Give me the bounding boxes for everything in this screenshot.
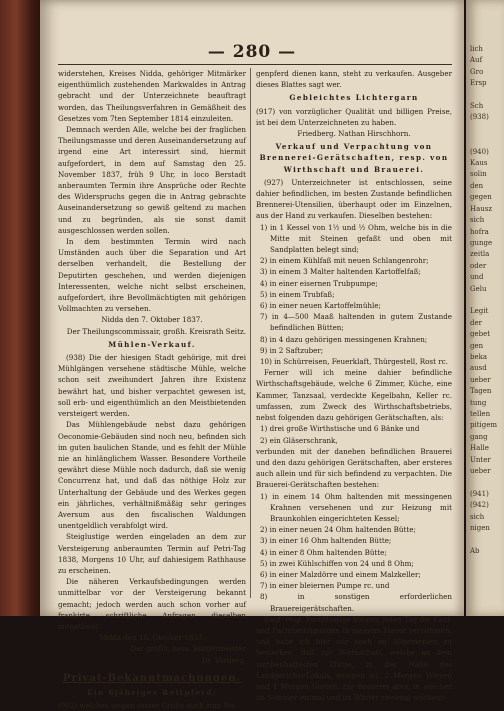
paragraph: Das Mühlengebäude nebst dazu gehörigen Oeconomie-Gebäuden sind noch neu, befinden sich im guten baulichen Stande, und es fehlt der Mühle nie an hinlänglichem Wasser. Besondere Vortheile gewährt diese Mühle noch dadurch, daß sie wenig Concurrenz hat, und daß das nöthige Holz zur Unterhaltung der Gebäude und des Werkes gegen ein jährliches, verhältnißmäßig sehr geringes Aversum aus den fiscalischen Waldungen unentgeldlich verabfolgt wird.: [58, 420, 246, 531]
signature: Der Theilungscommissair, großh. Kreisrath Seitz.: [66, 326, 246, 336]
next-page-line: ausd: [470, 364, 487, 373]
paragraph: (938) Die der hiesigen Stadt gehörige, mit drei Mühlgängen versehene städtische Mühle, welche schon seit zweihundert Jahren ihre Existenz bewährt hat, und bisher verpachtet gewesen ist, soll erb- und eigenthümlich an den Meistbietenden versteigert werden.: [58, 353, 246, 419]
list-item: 10) in Schürreisen, Feuerklaft, Thürgestell, Rost rc.: [260, 357, 448, 367]
list-item: 1) in 1 Kessel von 1½ und ½ Ohm, welche bis in die Mitte mit Steinen gefaßt und oben mit Sandplatten belegt sind;: [260, 222, 452, 255]
next-page-line: ueber: [470, 467, 491, 476]
next-page-line: nigen: [470, 524, 490, 533]
next-page-line: Sch: [470, 102, 484, 111]
next-page-line: Auf: [470, 56, 483, 65]
next-page-line: tung: [470, 398, 487, 407]
header-rule: [58, 64, 452, 65]
next-page-line: Halle: [470, 444, 489, 453]
next-page-line: Ersp: [470, 79, 487, 88]
next-page-fragments: [466, 0, 504, 569]
next-page-line: lich: [470, 45, 483, 53]
column-divider: [250, 68, 251, 598]
paragraph: (927) Unterzeichneter ist entschlossen, seine dahier befindlichen, im besten Zustande befindlichen Brennerei-Utensilien, überhaupt oder im Einzelnen, aus der Hand zu verkaufen. Dieselben bestehen:: [256, 177, 452, 221]
next-page-line: und: [470, 273, 484, 282]
next-page-line: gang: [470, 432, 488, 441]
next-page-line: Unter: [470, 455, 491, 464]
next-page-line: der: [470, 318, 482, 327]
book-spine: [0, 0, 40, 616]
paragraph: (917) von vorzüglicher Qualität und billigen Preise, ist bei dem Unterzeichneten zu haben.: [256, 106, 452, 127]
signature: Dr. Vorberg.: [201, 655, 246, 665]
list-item: 9) in 2 Saftzuber;: [260, 345, 324, 355]
paragraph: Demnach werden Alle, welche bei der fraglichen Theilungsmasse und deren Auseinandersetzung auf irgend eine Art interessirt sind, hiermit aufgefordert, in dem auf Samstag den 25. November 1837, früh 9 Uhr, in loco Berstadt anberaumten Termin ihre Ansprüche oder Rechte des Widerspruchs gegen die in Antrag gebrachte Auseinandersetzung so gewiß geltend zu machen und zu begründen, als sie sonst damit ausgeschlossen werden sollen.: [58, 125, 246, 235]
next-page-line: ueber: [470, 375, 491, 384]
next-page-line: sich: [470, 512, 485, 521]
next-page-line: Kaus: [470, 159, 488, 168]
next-page-line: Gro: [470, 67, 484, 76]
next-page-line: zeitla: [470, 250, 490, 259]
item-list: [256, 423, 452, 445]
section-heading: Ein 6jähriges Reitpferd;: [87, 687, 217, 697]
list-item: 6) in einer Malzdörre und einem Malzkeller;: [260, 569, 421, 579]
section-title: Privat-Bekanntmachungen.: [62, 672, 242, 684]
list-item: 3) in einem 3 Malter haltenden Kartoffelfaß;: [260, 267, 421, 277]
next-page-line: gebet: [470, 330, 491, 339]
paragraph: Ferner will ich meine dahier befindliche Wirthschaftsgebäude, welche 6 Zimmer, Küche, eine Kammer, Tanzsaal, verdeckte Kegelbahn, Keller rc. umfassen, zum Zweck des Wirthschaftsbetriebs, nebst folgenden dazu gehörigen Gerätschaften, als:: [256, 368, 452, 423]
list-item: 8) in sonstigen erforderlichen Brauereigerätschaften.: [260, 592, 452, 613]
next-page-line: (942): [470, 501, 489, 510]
next-page-line: Tagen: [470, 387, 492, 396]
section-heading: Gebleichtes Lichtergarn: [289, 93, 419, 103]
list-item: 7) in einer bleiernen Pumpe rc. und: [260, 581, 390, 591]
item-list: [256, 222, 452, 368]
list-item: 2) in einer neuen 24 Ohm haltenden Bütte;: [260, 525, 416, 535]
paragraph: (902) welches wegen seiner Größe auch zum Wa-: [58, 700, 237, 710]
document-page: [40, 0, 464, 710]
next-page-line: pitigem: [470, 421, 498, 430]
next-page-line: sich: [470, 216, 485, 225]
next-page-line: Ab: [470, 546, 480, 555]
right-column: [256, 68, 452, 703]
paragraph: In dem bestimmten Termin wird nach Umständen auch über die Separation und Art derselben verhandelt, die Bestellung der Deputirten geschehen, und werden diejenigen Interessenten, welche nicht selbst erscheinen, aufgefordert, ihre Bevollmächtigten mit gehörigen Vollmachten zu versehen.: [58, 237, 246, 314]
section-heading: Verkauf und Verpachtung von Brennerei-Gerätschaften, resp. von Wirthschaft und Brauerei.: [259, 142, 449, 174]
paragraph: genpferd dienen kann, steht zu verkaufen. Ausgeber dieses Blattes sagt wer.: [256, 69, 452, 90]
signature: Der großh. hess. Bürgermeister: [130, 644, 246, 654]
list-item: 4) in einer 8 Ohm haltenden Bütte;: [260, 547, 387, 557]
list-item: 4) in einer eisernen Trubpumpe;: [260, 278, 378, 288]
list-item: 1) in einem 14 Ohm haltenden mit messingenen Krahnen versehenen und zur Heizung mit Braunkohlen eingerichteten Kessel;: [260, 491, 452, 523]
next-page-line: gegen: [470, 193, 492, 202]
section-heading: Mühlen-Verkauf.: [108, 339, 196, 349]
next-page-line: [470, 124, 504, 135]
next-page-line: gen: [470, 341, 484, 350]
place-date: Nidda den 7. Oktober 1837.: [101, 315, 203, 325]
list-item: 7) in 4—500 Maaß haltenden in gutem Zustande befindlichen Bütten;: [260, 312, 452, 333]
paragraph: Kauf- resp. Pachtlustige können jeden Tag die Kauf- und Pachtbedingungen in meinem Hause vernehmen, und habe ich hier nur noch im Allgemeinen zu bemerken, daß zur Wirthschaft, welche an dem vortheilhaftesten Platze, in der Nähe des Landgerichts-Lokals, gelegen ist, 2 Morgen Wiesen und 1 Morgen Garten, zur Brauerei aber, in welcher im Sommer einmal und im Winter zweimal wöchent-: [256, 614, 452, 703]
left-column: [58, 68, 246, 710]
next-page-line: [470, 135, 504, 146]
list-item: 1) drei große Wirthstische und 6 Bänke und: [260, 424, 420, 434]
list-item: 3) in einer 16 Ohm haltenden Bütte;: [260, 536, 392, 546]
next-page-line: [470, 295, 504, 306]
page-number: — 280 —: [207, 42, 297, 62]
list-item: 5) in einem Trubfaß;: [260, 289, 335, 299]
next-page-line: den: [470, 181, 484, 190]
next-page-line: hofra: [470, 227, 489, 236]
paragraph: Die näheren Verkaufsbedingungen werden unmittelbar vor der Versteigerung bekannt gemacht; jedoch werden auch schon vorher auf frankirte schriftliche Anfragen dieselben mitgetheilt.: [58, 577, 246, 631]
item-list: [256, 491, 452, 614]
next-page-line: (941): [470, 489, 489, 498]
next-page-line: [470, 90, 504, 101]
next-page-line: [470, 557, 504, 568]
next-page-line: [470, 534, 504, 545]
paragraph: widerstehen, Kreises Nidda, gehöriger Mitmärker eigenthümlich zustehenden Markwaldes in Antrag gebracht und der Unterzeichnete beauftragt worden, das Theilungsverfahren in Gemäßheit des Gesetzes vom 7ten September 1814 einzuleiten.: [58, 69, 246, 123]
paragraph: Steiglustige werden eingeladen an dem zur Versteigerung anberaumten Termin auf Petri-Tag 1838, Morgens 10 Uhr, auf dahiesigem Rathhause zu erscheinen.: [58, 532, 246, 575]
next-page-line: tellen: [470, 410, 491, 418]
list-item: 2) ein Gläserschrank,: [260, 435, 338, 445]
next-page-line: (938): [470, 113, 489, 122]
next-page-line: Gelu: [470, 284, 487, 293]
next-page-line: [470, 477, 504, 488]
next-page-line: Hausz: [470, 204, 493, 213]
list-item: 5) in zwei Kühlschiffen von 24 und 8 Ohm;: [260, 558, 414, 568]
list-item: 8) in 4 dazu gehörigen messingenen Krahnen;: [260, 334, 428, 344]
next-page-edge: [466, 0, 504, 616]
list-item: 2) in einem Kühlfaß mit neuen Schlangenrohr;: [260, 256, 429, 266]
next-page-line: Legit: [470, 307, 489, 316]
next-page-line: solin: [470, 170, 487, 179]
list-item: 6) in einer neuen Kartoffelmühle;: [260, 301, 381, 311]
signature: Friedberg. Nathan Hirschhorn.: [297, 129, 411, 139]
next-page-line: beka: [470, 352, 488, 361]
next-page-line: oder: [470, 261, 487, 270]
next-page-line: gunge: [470, 238, 493, 247]
paragraph: verbunden mit der daneben befindlichen Brauerei und den dazu gehörigen Gerätschaften, aber ersteres auch allein und für sich befindend zu verpachten. Die Brauerei-Gerätschaften bestehen:: [256, 446, 452, 490]
next-page-line: (940): [470, 147, 489, 156]
place-date: Nidda den 10. Oktober 1837.: [99, 633, 205, 643]
